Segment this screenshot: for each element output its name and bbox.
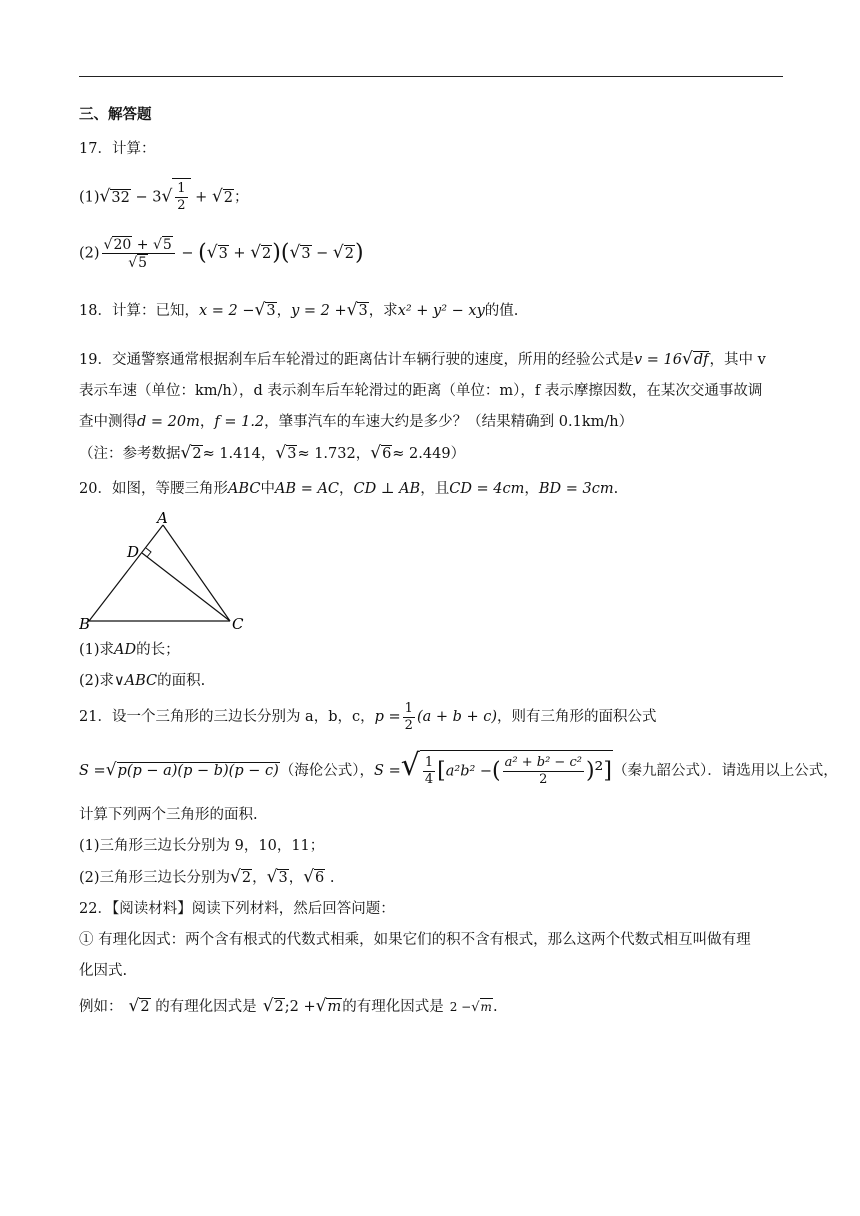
- q21-line3: 计算下列两个三角形的面积.: [79, 807, 258, 823]
- vertex-label-a: A: [157, 511, 168, 527]
- q21-formulas: S =√p(p − a)(p − b)(p − c)（海伦公式），S =√ $\frac{1}{4}$ [a²b² −( $\frac{\text{a² + b² − c²}}{2}$ )²]（秦九韶公式）．请选用以上公式，: [79, 748, 838, 787]
- q19-block: 19．交通警察通常根据刹车后车轮滑过的距离估计车辆行驶的速度，所用的经验公式是v = 16√df，其中 v 表示车速（单位：km/h），d 表示刹车后车轮滑过的距离（单位：m），f 表示摩擦因数，在某次交通事故调 查中测得d = 20m，f = 1.2，肇事汽车的车速大约是多少？（结果精确到 0.1km/h） （注：参考数据√2≈ 1.414，√3≈ 1.732，√6≈ 2.449）: [79, 344, 783, 470]
- header-rule: [79, 76, 783, 77]
- q20-part2: (2)求∨ABC的面积.: [79, 673, 206, 689]
- section-title: 三、解答题: [79, 106, 152, 123]
- q19-note: （注：参考数据√2≈ 1.414，√3≈ 1.732，√6≈ 2.449）: [79, 443, 466, 463]
- q18-text: 18．计算：已知，x = 2 −√3，y = 2 +√3，求x² + y² − xy的值.: [79, 300, 519, 320]
- q20-text: 20．如图，等腰三角形ABC中AB = AC，CD ⊥ AB，且CD = 4cm，BD = 3cm.: [79, 481, 619, 497]
- vertex-label-d: D: [127, 543, 140, 561]
- q22-example: 例如： √2 的有理化因式是 √2;2 +√m的有理化因式是 2 −√m.: [79, 996, 498, 1016]
- q21-intro: 21．设一个三角形的三边长分别为 a，b，c，p = $\frac{1}{2}$ (a + b + c)，则有三角形的面积公式: [79, 700, 657, 733]
- q17-part1: (1)√32 − 3√ $\frac{1}{2}$ + √2；: [79, 178, 783, 214]
- q22-line1: ① 有理化因式：两个含有根式的代数式相乘，如果它们的积不含有根式，那么这两个代数式相互叫做有理: [79, 932, 751, 948]
- q21-part1: (1)三角形三边长分别为 9，10，11；: [79, 838, 325, 854]
- vertex-label-b: B: [79, 615, 91, 633]
- vertex-label-c: C: [232, 615, 244, 633]
- q21-part2: (2)三角形三边长分别为√2，√3，√6 .: [79, 867, 335, 887]
- q17-fraction: $\frac{1}{2}$: [177, 181, 186, 213]
- q20-part1: (1)求AD的长；: [79, 642, 180, 658]
- triangle-diagram: [79, 511, 259, 633]
- q22-title: 22．【阅读材料】阅读下列材料，然后回答问题：: [79, 901, 395, 917]
- q17-part2-fraction: $\frac{√20 + √5}{√5}$: [102, 236, 175, 271]
- q17-part2: (2) $\frac{√20 + √5}{√5}$ − (√3 + √2)(√3 − √2): [79, 237, 364, 271]
- q17-stem: 17．计算：: [79, 141, 156, 157]
- q22-line2: 化因式.: [79, 963, 128, 979]
- document-page: [79, 104, 838, 1023]
